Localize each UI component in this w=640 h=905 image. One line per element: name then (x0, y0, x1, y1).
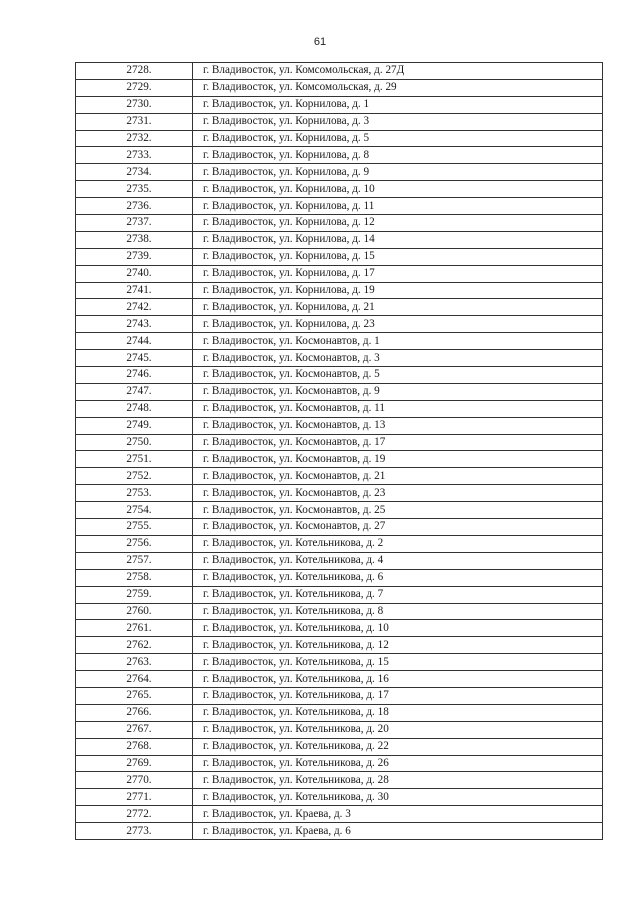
row-number: 2752. (76, 468, 193, 485)
row-address: г. Владивосток, ул. Корнилова, д. 17 (193, 265, 603, 282)
row-address: г. Владивосток, ул. Корнилова, д. 8 (193, 147, 603, 164)
table-row (76, 113, 603, 130)
row-address: г. Владивосток, ул. Котельникова, д. 10 (193, 620, 603, 637)
table-row (76, 637, 603, 654)
row-address: г. Владивосток, ул. Краева, д. 6 (193, 823, 603, 840)
row-number: 2768. (76, 738, 193, 755)
table-row (76, 316, 603, 333)
row-address: г. Владивосток, ул. Космонавтов, д. 21 (193, 468, 603, 485)
row-address: г. Владивосток, ул. Корнилова, д. 5 (193, 130, 603, 147)
row-number: 2761. (76, 620, 193, 637)
table-row (76, 248, 603, 265)
table-row (76, 687, 603, 704)
row-address: г. Владивосток, ул. Котельникова, д. 16 (193, 671, 603, 688)
table-row (76, 282, 603, 299)
row-number: 2744. (76, 333, 193, 350)
table-row (76, 552, 603, 569)
row-number: 2740. (76, 265, 193, 282)
row-number: 2731. (76, 113, 193, 130)
row-number: 2771. (76, 789, 193, 806)
row-address: г. Владивосток, ул. Котельникова, д. 26 (193, 755, 603, 772)
row-number: 2770. (76, 772, 193, 789)
table-row (76, 755, 603, 772)
table-row (76, 333, 603, 350)
row-number: 2738. (76, 231, 193, 248)
table-row (76, 738, 603, 755)
row-number: 2755. (76, 519, 193, 536)
row-address: г. Владивосток, ул. Корнилова, д. 3 (193, 113, 603, 130)
row-number: 2751. (76, 451, 193, 468)
row-number: 2772. (76, 806, 193, 823)
row-number: 2741. (76, 282, 193, 299)
row-number: 2736. (76, 198, 193, 215)
table-row (76, 265, 603, 282)
row-number: 2759. (76, 586, 193, 603)
row-number: 2728. (76, 63, 193, 80)
row-address: г. Владивосток, ул. Котельникова, д. 8 (193, 603, 603, 620)
table-row (76, 147, 603, 164)
table-row (76, 654, 603, 671)
table-row (76, 299, 603, 316)
row-address: г. Владивосток, ул. Котельникова, д. 7 (193, 586, 603, 603)
row-number: 2754. (76, 502, 193, 519)
row-address: г. Владивосток, ул. Котельникова, д. 20 (193, 721, 603, 738)
row-address: г. Владивосток, ул. Корнилова, д. 21 (193, 299, 603, 316)
table-row (76, 383, 603, 400)
row-number: 2763. (76, 654, 193, 671)
row-address: г. Владивосток, ул. Корнилова, д. 10 (193, 181, 603, 198)
row-number: 2753. (76, 485, 193, 502)
table-row (76, 772, 603, 789)
row-address: г. Владивосток, ул. Комсомольская, д. 27Д (193, 63, 603, 80)
page-number: 61 (313, 36, 327, 48)
table-row (76, 586, 603, 603)
row-address: г. Владивосток, ул. Космонавтов, д. 5 (193, 367, 603, 384)
row-number: 2733. (76, 147, 193, 164)
row-address: г. Владивосток, ул. Котельникова, д. 17 (193, 687, 603, 704)
row-number: 2750. (76, 434, 193, 451)
table-row (76, 519, 603, 536)
row-address: г. Владивосток, ул. Корнилова, д. 11 (193, 198, 603, 215)
row-number: 2758. (76, 569, 193, 586)
table-row (76, 704, 603, 721)
row-address: г. Владивосток, ул. Корнилова, д. 14 (193, 231, 603, 248)
table-row (76, 350, 603, 367)
row-number: 2734. (76, 164, 193, 181)
row-number: 2729. (76, 79, 193, 96)
table-row (76, 569, 603, 586)
row-address: г. Владивосток, ул. Космонавтов, д. 9 (193, 383, 603, 400)
row-number: 2762. (76, 637, 193, 654)
row-address: г. Владивосток, ул. Котельникова, д. 2 (193, 535, 603, 552)
table-row (76, 96, 603, 113)
table-row (76, 721, 603, 738)
table-row (76, 823, 603, 840)
table-row (76, 603, 603, 620)
row-number: 2745. (76, 350, 193, 367)
row-address: г. Владивосток, ул. Космонавтов, д. 13 (193, 417, 603, 434)
row-number: 2735. (76, 181, 193, 198)
row-number: 2767. (76, 721, 193, 738)
table-row (76, 79, 603, 96)
row-address: г. Владивосток, ул. Космонавтов, д. 25 (193, 502, 603, 519)
table-row (76, 130, 603, 147)
table-row (76, 620, 603, 637)
row-address: г. Владивосток, ул. Космонавтов, д. 17 (193, 434, 603, 451)
row-number: 2743. (76, 316, 193, 333)
row-address: г. Владивосток, ул. Космонавтов, д. 23 (193, 485, 603, 502)
table-row (76, 806, 603, 823)
row-address: г. Владивосток, ул. Космонавтов, д. 1 (193, 333, 603, 350)
table-row (76, 502, 603, 519)
table-row (76, 198, 603, 215)
row-address: г. Владивосток, ул. Космонавтов, д. 27 (193, 519, 603, 536)
table-row (76, 535, 603, 552)
row-number: 2746. (76, 367, 193, 384)
row-number: 2737. (76, 215, 193, 232)
row-address: г. Владивосток, ул. Корнилова, д. 19 (193, 282, 603, 299)
table-row (76, 63, 603, 80)
row-address: г. Владивосток, ул. Космонавтов, д. 19 (193, 451, 603, 468)
table-row (76, 789, 603, 806)
row-address: г. Владивосток, ул. Котельникова, д. 30 (193, 789, 603, 806)
row-number: 2732. (76, 130, 193, 147)
row-address: г. Владивосток, ул. Котельникова, д. 15 (193, 654, 603, 671)
row-number: 2760. (76, 603, 193, 620)
row-address: г. Владивосток, ул. Корнилова, д. 1 (193, 96, 603, 113)
row-number: 2756. (76, 535, 193, 552)
table-row (76, 671, 603, 688)
table-row (76, 367, 603, 384)
row-address: г. Владивосток, ул. Краева, д. 3 (193, 806, 603, 823)
address-table-body (76, 63, 603, 840)
address-table (75, 62, 603, 840)
row-address: г. Владивосток, ул. Космонавтов, д. 3 (193, 350, 603, 367)
table-row (76, 451, 603, 468)
row-address: г. Владивосток, ул. Корнилова, д. 23 (193, 316, 603, 333)
row-address: г. Владивосток, ул. Корнилова, д. 12 (193, 215, 603, 232)
row-address: г. Владивосток, ул. Котельникова, д. 28 (193, 772, 603, 789)
row-address: г. Владивосток, ул. Котельникова, д. 18 (193, 704, 603, 721)
table-row (76, 181, 603, 198)
row-address: г. Владивосток, ул. Корнилова, д. 15 (193, 248, 603, 265)
row-address: г. Владивосток, ул. Комсомольская, д. 29 (193, 79, 603, 96)
table-row (76, 417, 603, 434)
row-number: 2757. (76, 552, 193, 569)
row-number: 2765. (76, 687, 193, 704)
row-address: г. Владивосток, ул. Котельникова, д. 6 (193, 569, 603, 586)
table-row (76, 400, 603, 417)
row-number: 2773. (76, 823, 193, 840)
row-number: 2742. (76, 299, 193, 316)
row-number: 2764. (76, 671, 193, 688)
table-row (76, 468, 603, 485)
row-address: г. Владивосток, ул. Котельникова, д. 4 (193, 552, 603, 569)
row-number: 2730. (76, 96, 193, 113)
table-row (76, 231, 603, 248)
table-row (76, 164, 603, 181)
row-address: г. Владивосток, ул. Котельникова, д. 12 (193, 637, 603, 654)
row-address: г. Владивосток, ул. Космонавтов, д. 11 (193, 400, 603, 417)
row-number: 2739. (76, 248, 193, 265)
row-number: 2769. (76, 755, 193, 772)
table-row (76, 215, 603, 232)
row-number: 2747. (76, 383, 193, 400)
row-number: 2749. (76, 417, 193, 434)
table-row (76, 485, 603, 502)
row-address: г. Владивосток, ул. Котельникова, д. 22 (193, 738, 603, 755)
row-number: 2748. (76, 400, 193, 417)
table-row (76, 434, 603, 451)
row-address: г. Владивосток, ул. Корнилова, д. 9 (193, 164, 603, 181)
row-number: 2766. (76, 704, 193, 721)
